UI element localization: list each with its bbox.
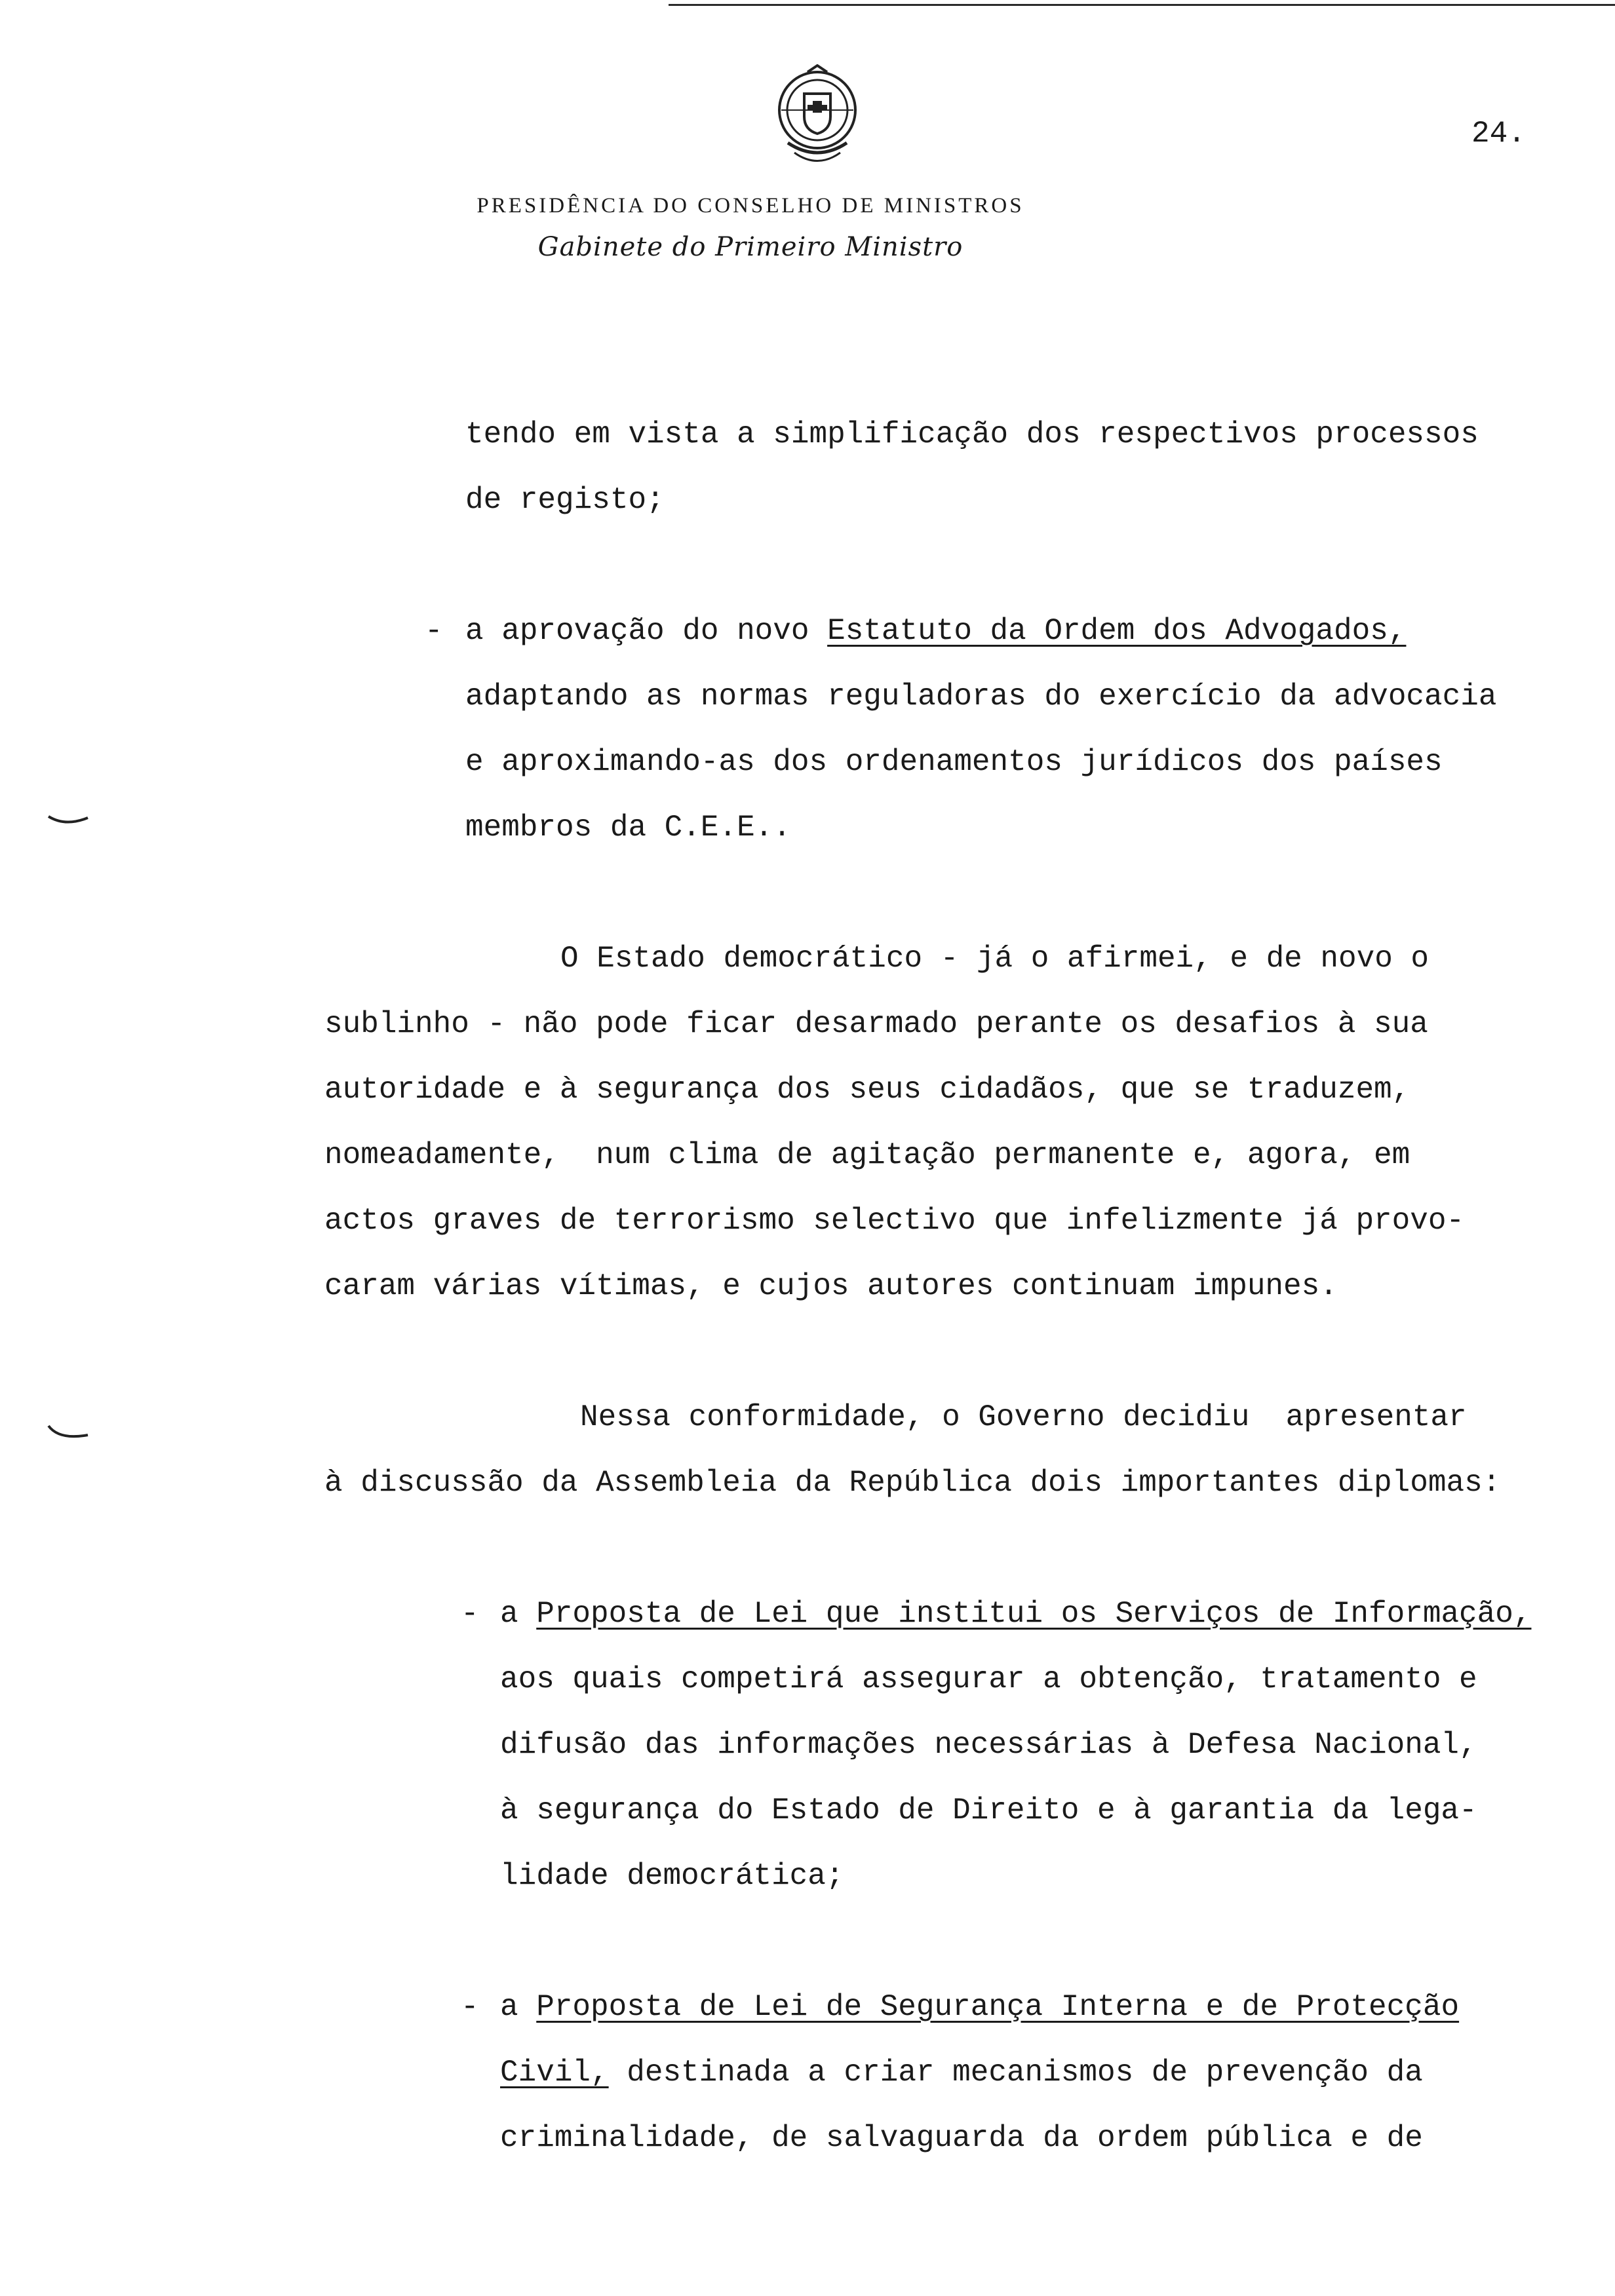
bullet-line — [465, 616, 1406, 646]
text-line: O Estado democrático - já o afirmei, e de novo o — [560, 942, 1430, 976]
text-line: e aproximando-as dos ordenamentos jurídicos dos países — [465, 745, 1443, 779]
text-line: membros da C.E.E.. — [465, 811, 791, 845]
text-line: Nessa conformidade, o Governo decidiu apresentar — [580, 1400, 1467, 1434]
text-line: adaptando as normas reguladoras do exercício da advocacia — [465, 679, 1497, 714]
security-bill-title: Proposta de Lei de Segurança Interna e de Protecção — [536, 1990, 1460, 2024]
text-line: criminalidade, de salvaguarda da ordem pública e de — [500, 2121, 1423, 2155]
bullet-prefix: a — [500, 1597, 537, 1631]
text-line: difusão das informações necessárias à Defesa Nacional, — [500, 1728, 1477, 1762]
text-line: sublinho - não pode ficar desarmado perante os desafios à sua — [324, 1007, 1428, 1041]
intelligence-bill-title: Proposta de Lei que institui os Serviços de Informação, — [536, 1597, 1532, 1631]
text-line: de registo; — [465, 483, 665, 517]
bullet-line — [500, 2057, 1423, 2088]
text-line: caram várias vítimas, e cujos autores continuam impunes. — [324, 1269, 1338, 1303]
security-bill-title-cont: Civil, — [500, 2056, 609, 2090]
text-line: à discussão da Assembleia da República dois importantes diplomas: — [324, 1466, 1501, 1500]
bullet-line — [500, 1992, 1459, 2022]
bullet-prefix: a — [500, 1990, 537, 2024]
office-heading: Gabinete do Primeiro Ministro — [537, 232, 963, 262]
text-line: à segurança do Estado de Direito e à garantia da lega- — [500, 1793, 1477, 1827]
text-line: lidade democrática; — [500, 1859, 844, 1893]
bullet-line — [500, 1599, 1531, 1629]
statute-title: Estatuto da Ordem dos Advogados, — [827, 614, 1407, 648]
text-line: aos quais competirá assegurar a obtenção, tratamento e — [500, 1662, 1477, 1696]
page-number: 24. — [1471, 117, 1526, 151]
bullet-dash: - — [425, 614, 443, 648]
text-line: nomeadamente, num clima de agitação permanente e, agora, em — [324, 1138, 1411, 1172]
text-line: autoridade e à segurança dos seus cidadãos, que se traduzem, — [324, 1073, 1411, 1107]
text-span: destinada a criar mecanismos de prevenção da — [608, 2056, 1423, 2090]
organization-heading: PRESIDÊNCIA DO CONSELHO DE MINISTROS — [477, 194, 1024, 218]
bullet-dash: - — [461, 1990, 479, 2024]
bullet-prefix: a aprovação do novo — [465, 614, 828, 648]
text-line: actos graves de terrorismo selectivo que infelizmente já provo- — [324, 1204, 1465, 1238]
bullet-dash: - — [461, 1597, 479, 1631]
text-line: tendo em vista a simplificação dos respectivos processos — [465, 417, 1479, 451]
